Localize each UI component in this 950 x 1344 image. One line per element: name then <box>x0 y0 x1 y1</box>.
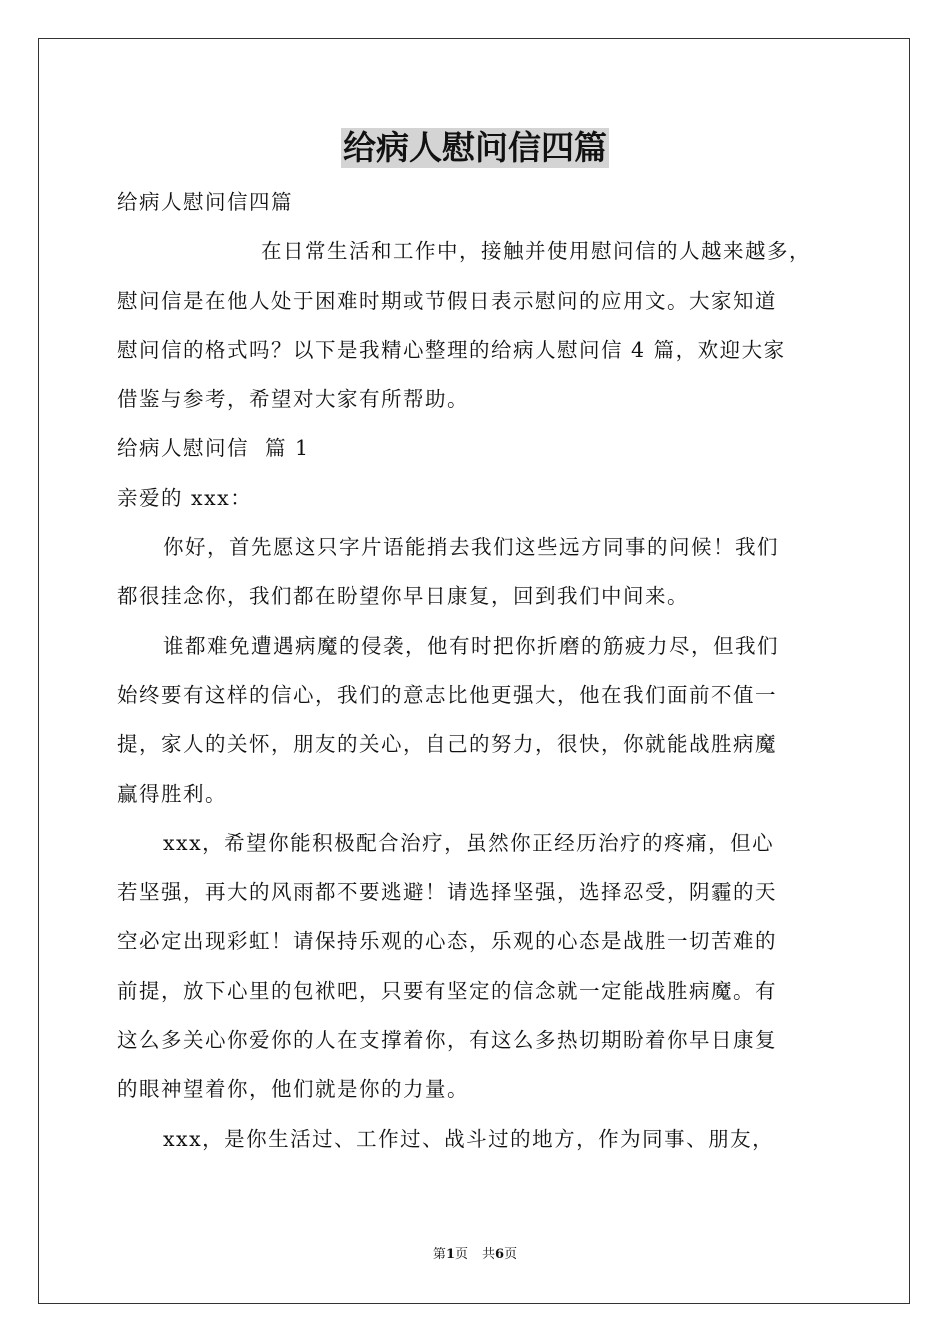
paragraph-line: 提，家人的关怀，朋友的关心，自己的努力，很快，你就能战胜病魔 <box>117 732 777 757</box>
page-suffix: 页 <box>454 1247 468 1262</box>
paragraph-line: 谁都难免遭遇病魔的侵袭，他有时把你折磨的筋疲力尽，但我们 <box>163 633 779 658</box>
paragraph-line: xxx，希望你能积极配合治疗，虽然你正经历治疗的疼痛，但心 <box>163 830 775 855</box>
page-footer <box>0 1246 950 1264</box>
page-prefix: 第 <box>432 1247 446 1262</box>
salutation: 亲爱的 xxx： <box>117 485 253 510</box>
paragraph-line: 始终要有这样的信心，我们的意志比他更强大，他在我们面前不值一 <box>117 682 777 707</box>
intro-paragraph-line: 在日常生活和工作中，接触并使用慰问信的人越来越多， <box>261 239 811 264</box>
subtitle-line: 给病人慰问信四篇 <box>117 190 293 214</box>
document-body <box>117 178 837 1164</box>
paragraph-line: xxx，是你生活过、工作过、战斗过的地方，作为同事、朋友， <box>163 1126 775 1151</box>
intro-paragraph-line: 慰问信的格式吗？以下是我精心整理的给病人慰问信 4 篇，欢迎大家 <box>117 337 786 362</box>
paragraph-line: 你好，首先愿这只字片语能捎去我们这些远方同事的问候！我们 <box>163 535 779 560</box>
title-container <box>0 128 950 168</box>
page-total: 6 <box>495 1247 505 1262</box>
total-prefix: 共 <box>482 1247 496 1262</box>
paragraph-line: 都很挂念你，我们都在盼望你早日康复，回到我们中间来。 <box>117 584 689 609</box>
paragraph-line: 的眼神望着你，他们就是你的力量。 <box>117 1077 469 1102</box>
section-heading: 给病人慰问信 篇 1 <box>117 436 310 461</box>
paragraph-line: 这么多关心你爱你的人在支撑着你，有这么多热切期盼着你早日康复 <box>117 1028 777 1053</box>
intro-paragraph-line: 慰问信是在他人处于困难时期或节假日表示慰问的应用文。大家知道 <box>117 288 777 313</box>
total-suffix: 页 <box>504 1247 518 1262</box>
paragraph-line: 赢得胜利。 <box>117 781 227 806</box>
document-title: 给病人慰问信四篇 <box>343 128 607 167</box>
paragraph-line: 前提，放下心里的包袱吧，只要有坚定的信念就一定能战胜病魔。有 <box>117 978 777 1003</box>
paragraph-line: 若坚强，再大的风雨都不要逃避！请选择坚强，选择忍受，阴霾的天 <box>117 880 777 905</box>
page-current: 1 <box>445 1247 455 1262</box>
intro-paragraph-line: 借鉴与参考，希望对大家有所帮助。 <box>117 387 469 412</box>
paragraph-line: 空必定出现彩虹！请保持乐观的心态，乐观的心态是战胜一切苦难的 <box>117 929 777 954</box>
